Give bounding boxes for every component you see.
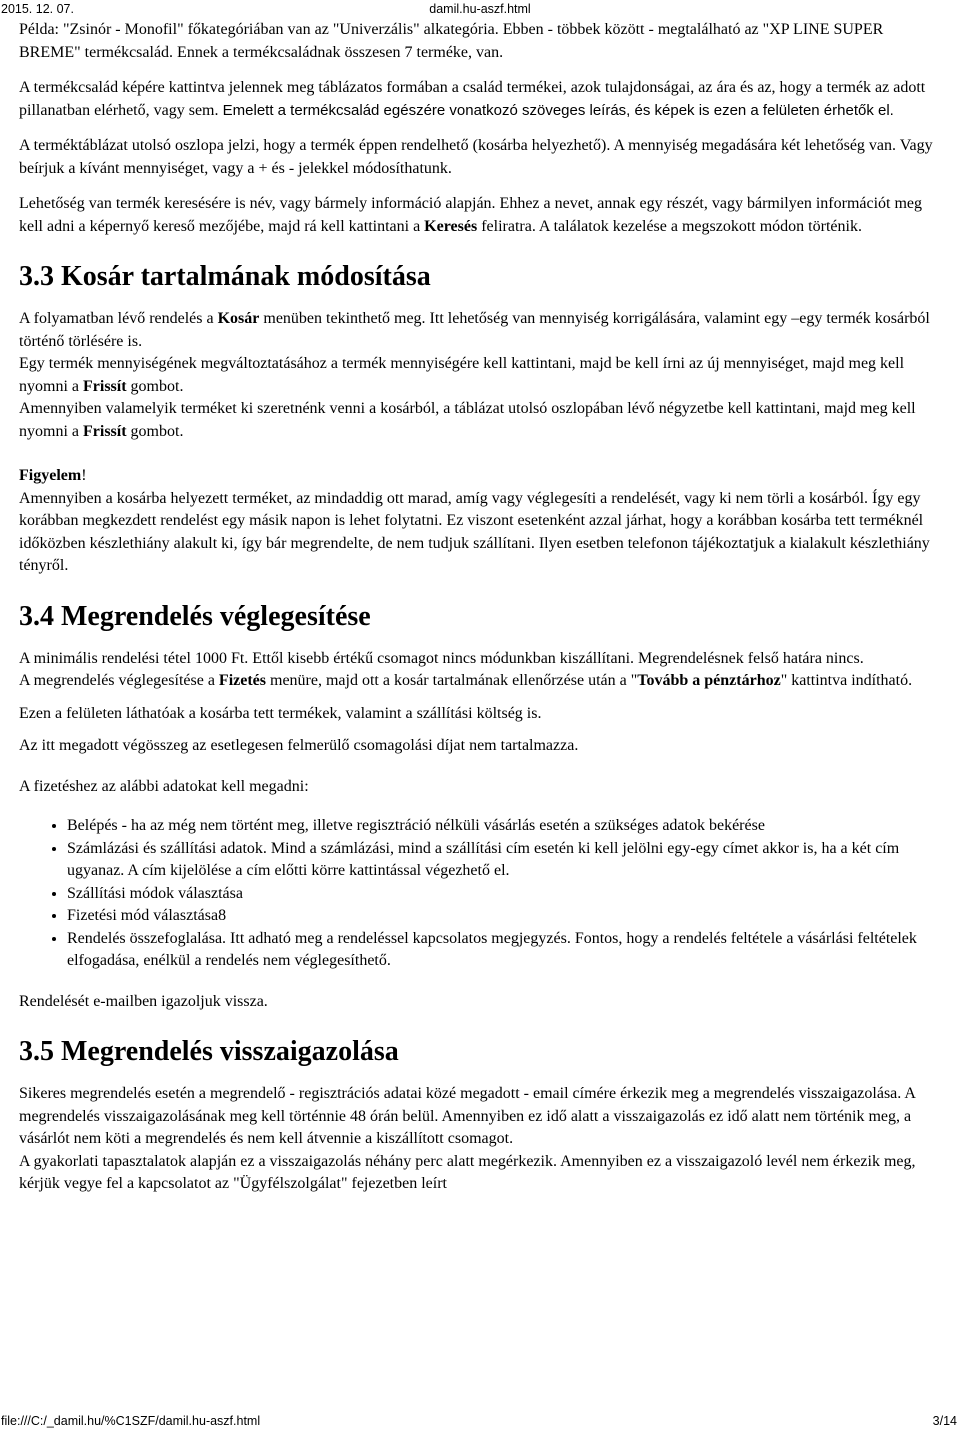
s34-p2-text-mid: menüre, majd ott a kosár tartalmának ellenőrzése után a " <box>266 672 638 689</box>
cart-keyword: Kosár <box>217 310 260 327</box>
intro-table-paragraph <box>19 135 947 180</box>
checkout-keyword: Tovább a pénztárhoz <box>637 672 781 689</box>
list-item: • Belépés - ha az még nem történt meg, illetve regisztráció nélküli vásárlás esetén a szükséges adatok bekérése <box>67 815 947 838</box>
payment-data-list <box>19 815 947 973</box>
print-header <box>0 2 960 18</box>
list-item: • Szállítási módok választása <box>67 883 947 906</box>
list-item: • Számlázási és szállítási adatok. Mind a számlázási, mind a szállítási cím esetén ki kell jelölni egy-egy címet akkor is, ha a két cím ugyanaz. A cím kijelölése a cím előtti körre kattintással végezhető el. <box>67 838 947 883</box>
s33-paragraph-2 <box>19 353 947 398</box>
intro-table-text: A terméktáblázat utolsó oszlopa jelzi, hogy a termék éppen rendelhető (kosárba helyezhető). <box>19 137 611 154</box>
section-3-4-title: 3.4 Megrendelés véglegesítése <box>19 600 371 632</box>
print-footer <box>0 1414 960 1430</box>
refresh-keyword-2: Frissít <box>83 422 127 440</box>
document-body <box>19 19 947 1196</box>
s33-warning <box>19 465 947 488</box>
s34-paragraph-3: Ezen a felületen láthatóak a kosárba tett termékek, valamint a szállítási költség is. <box>19 704 542 722</box>
intro-family-text: A termékcsalád képére kattintva jelennek meg táblázatos formában a család termékei, azok tulajdonságai, az ára és az, hogy a termék az adott pillanatban elérhető, vagy sem. <box>19 79 926 119</box>
s33-p3-text-end: gombot. <box>126 422 184 440</box>
warning-mark: ! <box>81 467 87 484</box>
s34-paragraph-5: A fizetéshez az alábbi adatokat kell megadni: <box>19 777 309 795</box>
intro-example-paragraph: Példa: "Zsinór - Monofil" főkategóriában van az "Univerzális" alkategória. Ebben - többek között - megtalálható az "XP LINE SUPER BREME" termékcsalád. Ennek a termékcsaládnak összesen 7 terméke, van. <box>19 21 884 61</box>
search-keyword: Keresés <box>424 217 478 235</box>
intro-family-paragraph <box>19 77 947 122</box>
print-page-number: 3/14 <box>932 1414 957 1428</box>
print-file-path: file:///C:/_damil.hu/%C1SZF/damil.hu-aszf.html <box>1 1414 261 1428</box>
section-3-5-title: 3.5 Megrendelés visszaigazolása <box>19 1036 399 1067</box>
list-item: • Fizetési mód választása8 <box>67 905 947 928</box>
s33-p2-text: Egy termék mennyiségének megváltoztatásához a termék mennyiségére kell kattintani, majd be kell írni az új mennyiséget, majd meg kell nyomni a <box>19 355 905 395</box>
refresh-keyword: Frissít <box>83 377 127 395</box>
warning-keyword: Figyelem <box>19 467 82 484</box>
s33-paragraph-1 <box>19 308 947 353</box>
print-date: 2015. 12. 07. <box>1 2 74 16</box>
s33-p2-text-end: gombot. <box>126 377 184 395</box>
s34-p2-text: A megrendelés véglegesítése a <box>19 672 219 689</box>
s35-paragraph-2: A gyakorlati tapasztalatok alapján ez a visszaigazolás néhány perc alatt megérkezik. Amennyiben ez a visszaigazoló levél nem érkezik meg, kérjük vegye fel a kapcsolatot az "Ügyfélszolgálat" fejezetben leírt <box>19 1152 916 1192</box>
print-title: damil.hu-aszf.html <box>429 2 531 16</box>
intro-search-text: Lehetőség van termék keresésére is név, vagy bármely információ alapján. Ehhez a nevet, annak egy részét, vagy bármilyen információt meg kell adni a képernyő kereső mezőjébe, majd rá kell kattintani a <box>19 195 923 235</box>
s35-paragraph-1: Sikeres megrendelés esetén a megrendelő - regisztrációs adatai közé megadott - email címére érkezik meg a megrendelés visszaigazolása. A megrendelés visszaigazolásának meg kell történnie 48 órán belül. Amennyiben ez idő alatt a visszaigazolás ez idő alatt nem történik meg, a vásárlót nem köti a megrendelés és nem kell átvennie a kiszállított csomagot. <box>19 1085 916 1147</box>
s33-paragraph-4: Amennyiben a kosárba helyezett terméket, az mindaddig ott marad, amíg vagy véglegesíti a rendelését, vagy ki nem törli a kosárból. Így egy korábban megkezdett rendelést egy másik napon is lehet folytatni. Ez viszont esetenként azzal járhat, hogy a korábban kosárba tett terméknél időközben készlethiány alakult ki, így bár megrendelte, de nem tudjuk szállítani. Ilyen esetben telefonon tájékoztatjuk a kialakult készlethiány tényről. <box>19 489 930 574</box>
s34-p2-text-end: " kattintva indítható. <box>780 672 913 689</box>
s34-paragraph-1: A minimális rendelési tétel 1000 Ft. Ettől kisebb értékű csomagot nincs módunkban kiszállítani. Megrendelésnek felső határa nincs. <box>19 649 864 667</box>
s34-paragraph-2 <box>19 670 947 693</box>
section-3-3-title: 3.3 Kosár tartalmának módosítása <box>19 261 431 292</box>
s33-p1-text: A folyamatban lévő rendelés a <box>19 310 218 327</box>
s34-paragraph-4: Az itt megadott végösszeg az esetlegesen felmerülő csomagolási díjat nem tartalmazza. <box>19 737 579 754</box>
payment-keyword: Fizetés <box>218 672 266 689</box>
s33-paragraph-3 <box>19 398 947 443</box>
s33-p3-text: Amennyiben valamelyik terméket ki szeretnénk venni a kosárból, a táblázat utolsó oszlopában lévő négyzetbe kell kattintani, majd meg kell nyomni a <box>19 400 916 440</box>
s34-paragraph-6: Rendelését e-mailben igazoljuk vissza. <box>19 992 268 1010</box>
intro-family-text-sans: Emelett a termékcsalád egészére vonatkozó szöveges leírás, és képek is ezen a felületen érhetők el. <box>218 101 894 119</box>
intro-quantity-text: A mennyiség megadására két lehetőség van. Vagy beírjuk a kívánt mennyiséget, vagy a + és - jelekkel módosíthatunk. <box>19 137 933 177</box>
s33-p1-text-end: menüben tekinthető meg. Itt lehetőség van mennyiség korrigálására, valamint egy –egy termék kosárból történő törlésére is. <box>19 310 930 350</box>
list-item: • Rendelés összefoglalása. Itt adható meg a rendeléssel kapcsolatos megjegyzés. Fontos, hogy a rendelés feltétele a vásárlási feltételek elfogadása, enélkül a rendelés nem véglegesíthető. <box>67 928 947 973</box>
intro-search-text-end: feliratra. A találatok kezelése a megszokott módon történik. <box>477 217 862 235</box>
intro-search-paragraph <box>19 193 947 238</box>
